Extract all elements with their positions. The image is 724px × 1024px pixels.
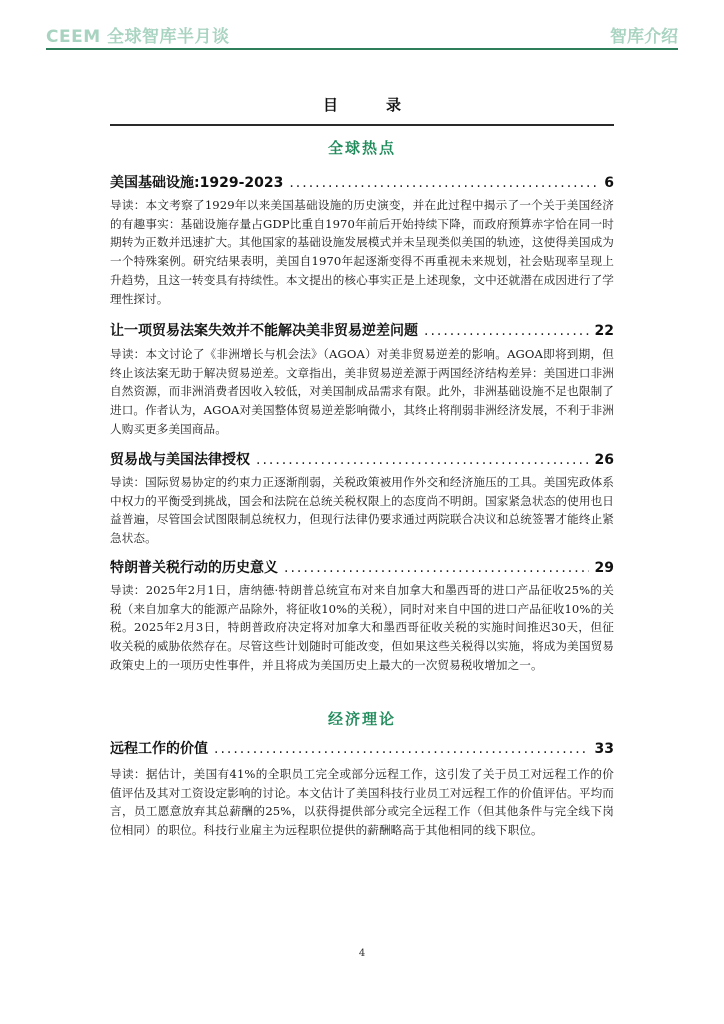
toc-entry-5[interactable]: [110, 738, 614, 758]
toc-rule: [110, 124, 614, 126]
toc-title-char-2: 录: [386, 96, 402, 114]
toc-entry-4[interactable]: [110, 557, 614, 577]
toc-entry-title: 让一项贸易法案失效并不能解决美非贸易逆差问题: [110, 323, 418, 339]
toc-entry-page: 29: [594, 560, 614, 576]
dot-leader: [284, 560, 589, 576]
toc-entry-summary: 导读：国际贸易协定的约束力正逐渐削弱，关税政策被用作外交和经济施压的工具。美国宪政体系中权力的平衡受到挑战，国会和法院在总统关税权限上的态度尚不明朗。国家紧急状态的使用也日益普遍，尽管国会试图限制总统权力，但现行法律仍要求通过两院联合决议和总统签署才能终止紧急状态。: [110, 475, 614, 546]
dot-leader: [289, 175, 598, 191]
toc-entry-title: 贸易战与美国法律授权: [110, 452, 250, 468]
toc-entry-summary: 导读：本文考察了1929年以来美国基础设施的历史演变，并在此过程中揭示了一个关于美国经济的有趣事实：基础设施存量占GDP比重自1970年前后开始持续下降，而政府预算赤字恰在同一时期转为正数并迅速扩大。其他国家的基础设施发展模式并未呈现类似美国的轨迹，这使得美国成为一个特殊案例。研究结果表明，美国自1970年起逐渐变得不再重视未来规划，社会贴现率呈现上升趋势，且这一转变具有持续性。本文提出的核心事实正是上述现象，文中还就潜在成因进行了学理性探讨。: [110, 198, 614, 306]
section-label: 智库介绍: [610, 27, 678, 47]
toc-entry-page: 6: [604, 175, 614, 191]
toc-entry-title: 远程工作的价值: [110, 741, 208, 757]
toc-title: [0, 94, 724, 115]
toc-title-char-1: 目: [322, 96, 338, 114]
section-heading-economic-theory: 经济理论: [327, 710, 396, 728]
toc-entry-2[interactable]: [110, 320, 614, 340]
dot-leader: [214, 741, 589, 757]
toc-entry-page: 26: [594, 452, 614, 468]
toc-entry-1[interactable]: [110, 172, 614, 192]
toc-entry-summary: 导读：据估计，美国有41%的全职员工完全或部分远程工作，这引发了关于员工对远程工作的价值评估及其对工资设定影响的讨论。本文估计了美国科技行业员工对远程工作的价值评估。平均而言，员工愿意放弃其总薪酬的25%，以获得提供部分或完全远程工作（但其他条件与完全线下岗位相同）的职位。科技行业雇主为远程职位提供的薪酬略高于其他相同的线下职位。: [110, 767, 614, 838]
running-header: [46, 22, 678, 50]
toc-entry-page: 33: [594, 741, 614, 757]
toc-entry-summary: 导读：本文讨论了《非洲增长与机会法》（AGOA）对美非贸易逆差的影响。AGOA即将到期，但终止该法案无助于解决贸易逆差。文章指出，美非贸易逆差源于两国经济结构差异：美国进口非洲自然资源，而非洲消费者因收入较低，对美国制成品需求有限。此外，非洲基础设施不足也限制了进口。作者认为，AGOA对美国整体贸易逆差影响微小，其终止将削弱非洲经济发展，不利于非洲人购买更多美国商品。: [110, 347, 614, 436]
toc-entry-title: 特朗普关税行动的历史意义: [110, 560, 278, 576]
toc-entry-title: 美国基础设施:1929-2023: [110, 175, 284, 191]
page-number: 4: [358, 948, 366, 959]
toc-entry-3[interactable]: [110, 449, 614, 469]
section-heading-global-hotspots: 全球热点: [327, 139, 396, 157]
toc-entry-page: 22: [594, 323, 614, 339]
dot-leader: [256, 452, 589, 468]
publication-title: CEEM 全球智库半月谈: [46, 27, 230, 47]
dot-leader: [424, 323, 589, 339]
toc-entry-summary: 导读：2025年2月1日，唐纳德·特朗普总统宣布对来自加拿大和墨西哥的进口产品征收25%的关税（来自加拿大的能源产品除外，将征收10%的关税），同时对来自中国的进口产品征收10%的关税。2025年2月3日，特朗普政府决定将对加拿大和墨西哥征收关税的实施时间推迟30天，但征收关税的威胁依然存在。尽管这些计划随时可能改变，但如果这些关税得以实施，将成为美国贸易政策史上的一项历史性事件，并且将成为美国历史上最大的一次贸易税收增加之一。: [110, 583, 614, 672]
